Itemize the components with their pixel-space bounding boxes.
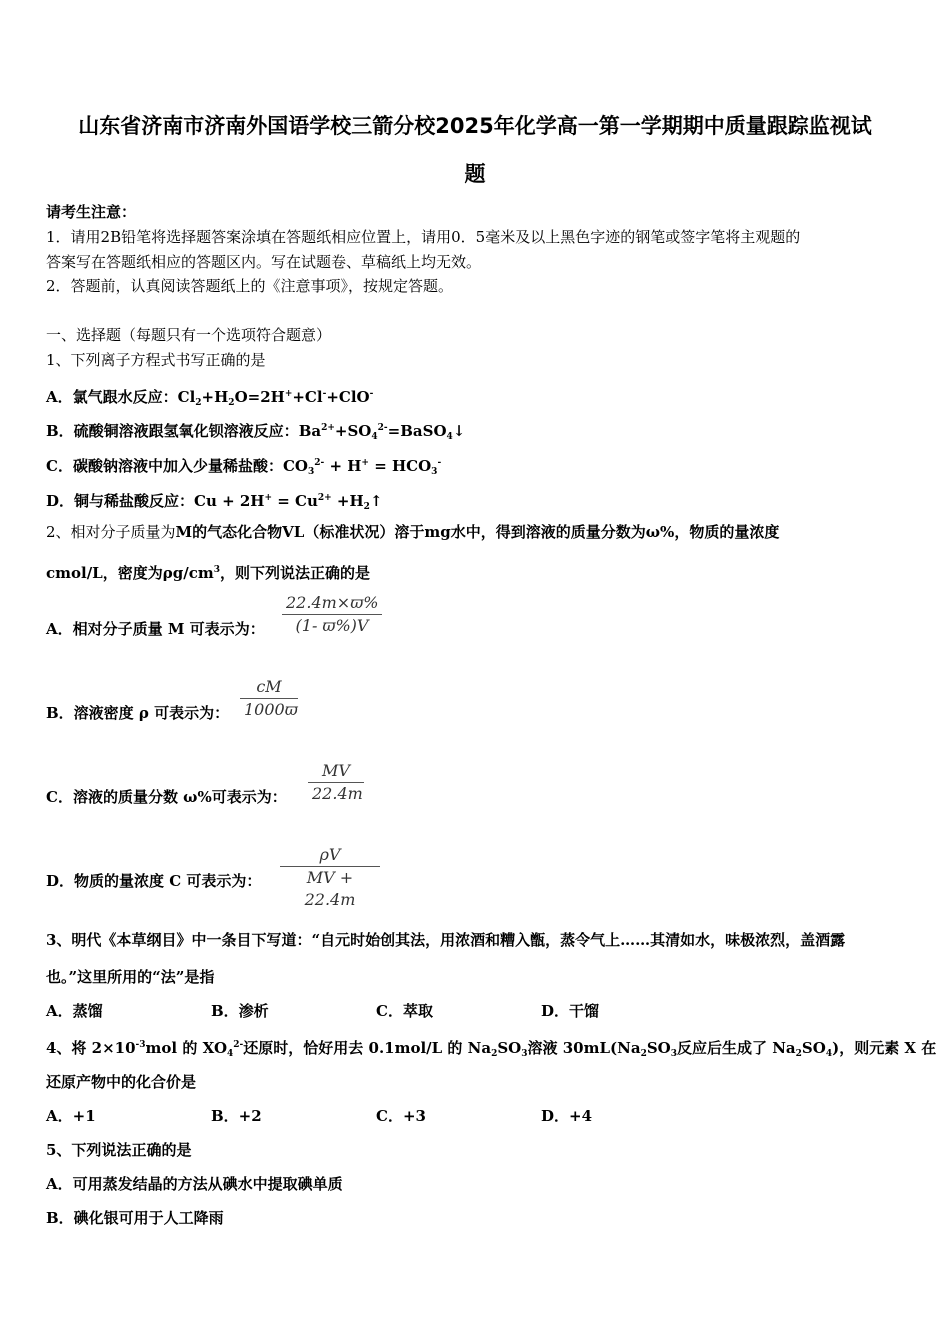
question-2-option-c: C．溶液的质量分数 ω%可表示为：: [46, 788, 287, 806]
formula-denominator: MV + 22.4m: [304, 868, 356, 909]
question-4-option-a: A．+1: [46, 1107, 96, 1125]
question-1-option-d: D．铜与稀盐酸反应：$Cu + 2H^+ = Cu^{2+}$ $+H_2↑$: [46, 492, 383, 512]
page-title: 山东省济南市济南外国语学校三箭分校2025年化学高一第一学期期中质量跟踪监视试: [78, 114, 872, 138]
question-3-stem: 3、明代《本草纲目》中一条目下写道：“自元时始创其法，用浓酒和糟入甑，蒸令气上……其清如水，味极浓烈，盖酒露: [46, 931, 846, 949]
formula-numerator: ρV: [319, 845, 341, 864]
notice-item-2: 2．答题前，认真阅读答题纸上的《注意事项》，按规定答题。: [46, 277, 454, 295]
question-5-option-b: B．碘化银可用于人工降雨: [46, 1209, 224, 1227]
question-4-stem-continued: 还原产物中的化合价是: [46, 1073, 197, 1091]
question-2-stem: 2、相对分子质量为M的气态化合物VL（标准状况）溶于mg水中，得到溶液的质量分数为ω%，物质的量浓度: [46, 523, 780, 541]
question-1-stem: 1、下列离子方程式书写正确的是: [46, 351, 266, 369]
question-2-option-b: B．溶液密度 ρ 可表示为：: [46, 704, 230, 722]
question-5-option-a: A．可用蒸发结晶的方法从碘水中提取碘单质: [46, 1175, 343, 1193]
section-heading: 一、选择题（每题只有一个选项符合题意）: [46, 326, 332, 344]
question-3-option-b: B．渗析: [211, 1002, 269, 1020]
question-2-option-b-formula: [240, 676, 298, 721]
question-4-option-d: D．+4: [541, 1107, 593, 1125]
formula-denominator: (1- ϖ%)V: [295, 616, 369, 635]
notice-item-1-continued: 答案写在答题纸相应的答题区内。写在试题卷、草稿纸上均无效。: [46, 253, 482, 271]
formula-numerator: cM: [256, 677, 282, 696]
question-1-option-a: A．氯气跟水反应：$Cl_2+H_2O=2H^++Cl^-+ClO^-$: [46, 388, 374, 408]
formula-numerator: 22.4m×ϖ%: [286, 593, 379, 612]
question-5-stem: 5、下列说法正确的是: [46, 1141, 192, 1159]
question-4-option-b: B．+2: [211, 1107, 262, 1125]
formula-denominator: 22.4m: [312, 784, 363, 803]
question-4-stem: 4、将 $2\times 10^{-3}mol$ 的 $XO_4^{2-}$还原时，恰好用去 0.1mol/L 的 $Na_2SO_3$溶液 $30mL(Na_2SO_3$反应后生成了 $Na_2SO_4$)，则元素 X 在: [46, 1039, 937, 1059]
question-4-option-c: C．+3: [376, 1107, 426, 1125]
notice-heading: 请考生注意：: [46, 203, 137, 221]
notice-item-1: 1．请用2B铅笔将选择题答案涂填在答题纸相应位置上，请用0．5毫米及以上黑色字迹的钢笔或签字笔将主观题的: [46, 228, 801, 246]
page-title-continued: 题: [464, 162, 486, 186]
formula-numerator: MV: [322, 761, 350, 780]
question-3-stem-continued: 也。”这里所用的“法”是指: [46, 968, 215, 986]
question-2-option-c-formula: [308, 760, 364, 805]
question-3-option-d: D．干馏: [541, 1002, 600, 1020]
question-2-option-a: A．相对分子质量 M 可表示为：: [46, 620, 265, 638]
formula-denominator: 1000ϖ: [244, 700, 298, 719]
question-2-stem-continued: cmol/L，密度为$\rho g/cm^3$，则下列说法正确的是: [46, 564, 370, 582]
question-2-option-d: D．物质的量浓度 C 可表示为：: [46, 872, 262, 890]
question-3-option-a: A．蒸馏: [46, 1002, 103, 1020]
question-3-option-c: C．萃取: [376, 1002, 433, 1020]
question-1-option-c: C．碳酸钠溶液中加入少量稀盐酸：$CO_3^{2-} + H^+ = HCO_3^-$: [46, 457, 442, 477]
question-1-option-b: B．硫酸铜溶液跟氢氧化钡溶液反应：$Ba^{2+}+SO_4^{2-}=BaSO_4↓$: [46, 422, 466, 442]
question-2-option-a-formula: [282, 592, 382, 637]
question-2-option-d-formula: [280, 844, 380, 911]
